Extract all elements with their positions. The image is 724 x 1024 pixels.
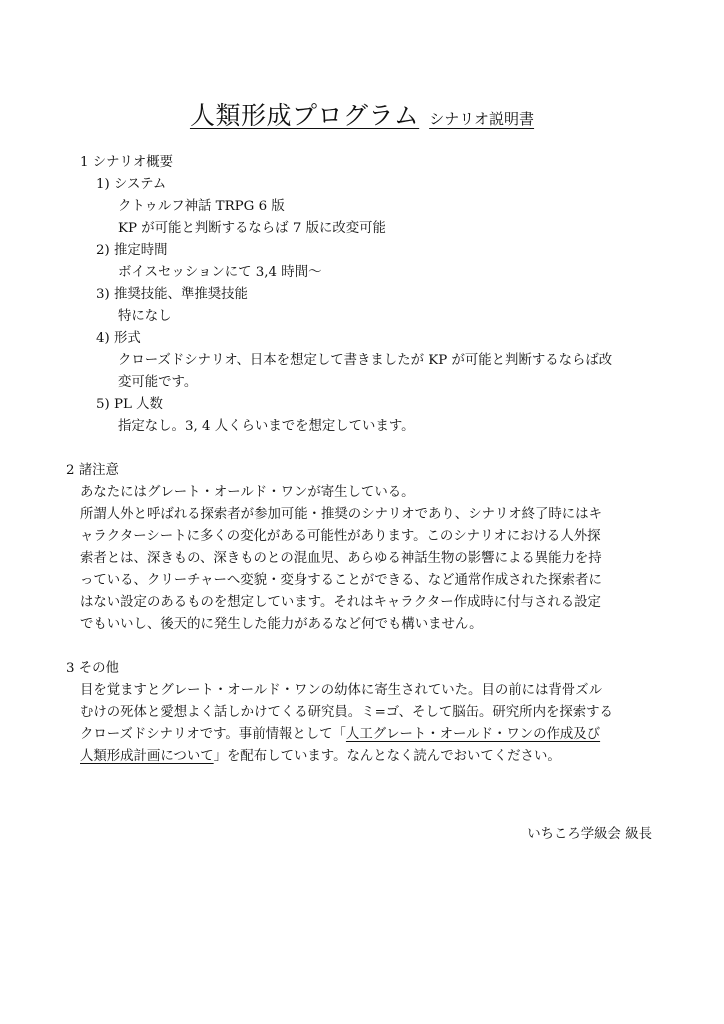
section2-line6: はない設定のあるものを想定しています。それはキャラクター作成時に付与される設定 xyxy=(80,595,601,610)
section3-heading: 3 その他 xyxy=(66,661,119,676)
document-title-reference-part1: 人工グレート・オールド・ワンの作成及び xyxy=(345,727,601,742)
section3-line3-text: クローズドシナリオです。事前情報として「 xyxy=(80,727,346,742)
section3-line4 xyxy=(80,747,561,766)
section2-line3: ャラクターシートに多くの変化がある可能性があります。このシナリオにおける人外探 xyxy=(80,529,601,544)
item4-label: 4) 形式 xyxy=(96,331,141,346)
document-title-reference-part2: 人類形成計画について xyxy=(80,749,214,764)
item3-line1: 特になし xyxy=(118,309,172,324)
item1-line1: クトゥルフ神話 TRPG 6 版 xyxy=(118,199,285,214)
section2-line7: でもいいし、後天的に発生した能力があるなど何でも構いません。 xyxy=(80,617,483,632)
item5-label: 5) PL 人数 xyxy=(96,397,163,412)
section2-line5: っている、クリーチャーへ変貌・変身することができる、など通常作成された探索者に xyxy=(80,573,602,588)
item1-label: 1) システム xyxy=(96,177,167,192)
author-signature: いちころ学級会 級長 xyxy=(527,827,652,842)
section2-line4: 索者とは、深きもの、深きものとの混血児、あらゆる神話生物の影響による異能力を持 xyxy=(80,551,602,566)
title-main: 人類形成プログラム xyxy=(189,101,420,130)
section3-line2: むけの死体と愛想よく話しかけてくる研究員。ミ=ゴ、そして脳缶。研究所内を探索する xyxy=(80,705,613,720)
item3-label: 3) 推奨技能、準推奨技能 xyxy=(96,287,248,302)
section2-line2: 所謂人外と呼ばれる探索者が参加可能・推奨のシナリオであり、シナリオ終了時にはキ xyxy=(80,507,602,522)
item2-label: 2) 推定時間 xyxy=(96,243,168,258)
section2-heading: 2 諸注意 xyxy=(66,463,119,478)
item4-line1: クローズドシナリオ、日本を想定して書きましたが KP が可能と判断するならば改 xyxy=(118,353,613,368)
document-title xyxy=(0,96,724,132)
section3-line4-text: 」を配布しています。なんとなく読んでおいてください。 xyxy=(213,749,561,764)
section2-line1: あなたにはグレート・オールド・ワンが寄生している。 xyxy=(80,485,415,500)
section1-heading: 1 シナリオ概要 xyxy=(80,155,173,170)
item1-line2: KP が可能と判断するならば 7 版に改変可能 xyxy=(118,221,386,236)
item2-line1: ボイスセッションにて 3,4 時間〜 xyxy=(118,265,322,280)
section3-line1: 目を覚ますとグレート・オールド・ワンの幼体に寄生されていた。目の前には背骨ズル xyxy=(80,683,602,698)
section3-line3 xyxy=(80,725,600,744)
item4-line2: 変可能です。 xyxy=(118,375,198,390)
title-subtitle: シナリオ説明書 xyxy=(429,110,535,128)
item5-line1: 指定なし。3, 4 人くらいまでを想定しています。 xyxy=(118,419,415,434)
